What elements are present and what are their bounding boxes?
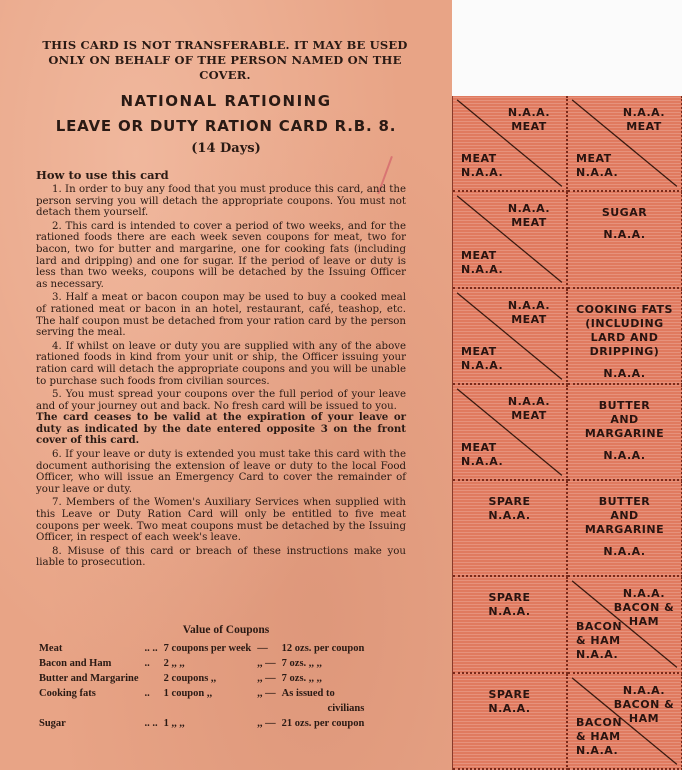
- coupon-bottom-item: MEAT: [461, 344, 497, 358]
- value-row: [36, 658, 367, 673]
- coupon-top-label: [498, 395, 560, 423]
- coupon-c10[interactable]: [568, 481, 682, 577]
- coupon-line-l1: BUTTER: [598, 495, 651, 509]
- instruction-3: 3. Half a meat or bacon coupon may be used to buy a cooked meal of rationed meat or bacon in an hotel, restaurant, café, teashop, etc. The half coupon must be detached from your ration card by the person serving the meal.: [36, 292, 406, 339]
- coupon-top-item: MEAT: [626, 120, 662, 133]
- coupon-bottom-code: N.A.A.: [576, 743, 619, 757]
- coupon-bottom-label: [576, 620, 628, 662]
- instructions: [36, 184, 406, 571]
- coupon-c3[interactable]: [453, 192, 568, 288]
- coupon-c1[interactable]: [453, 96, 568, 192]
- value-row-continuation: [36, 703, 367, 718]
- instruction-2: 2. This card is intended to cover a period of two weeks, and for the rationed foods there are each week seven coupons for meat, two for bacon, two for butter and margarine, one for cooking fats (including lard and dripping) and one for sugar. If the period of leave or duty is less than two weeks, coupons will be detached by the Issuing Officer as necessary.: [36, 220, 406, 290]
- coupon-line-l4: N.A.A.: [603, 545, 646, 559]
- value-row: [36, 718, 367, 733]
- coupon-top-label: [498, 106, 560, 134]
- coupon-label: [568, 303, 681, 381]
- coupon-c4[interactable]: [568, 192, 682, 288]
- coupon-bottom-code: N.A.A.: [576, 166, 619, 180]
- coupon-top-item: MEAT: [511, 408, 547, 422]
- coupon-top-code: N.A.A.: [622, 683, 666, 697]
- coupon-bottom-label: [576, 152, 628, 180]
- coupon-line-l2: AND: [610, 509, 639, 523]
- value-count: 2 ,, ,,: [163, 658, 185, 669]
- value-item: Bacon and Ham: [39, 658, 112, 669]
- coupon-line-l2: N.A.A.: [488, 605, 531, 619]
- coupon-top-label: [613, 106, 675, 134]
- coupon-bottom-code: N.A.A.: [461, 455, 504, 469]
- how-to-heading: How to use this card: [36, 168, 169, 182]
- value-dash: ,, —: [257, 658, 276, 669]
- value-amount: 12 ozs. per coupon: [281, 643, 365, 654]
- value-count: 7 coupons per week: [163, 643, 252, 654]
- card-subtitle: LEAVE OR DUTY RATION CARD R.B. 8.: [55, 117, 397, 135]
- coupon-c14[interactable]: [568, 674, 682, 770]
- value-amount: 21 ozs. per coupon: [281, 718, 365, 729]
- coupon-label: [453, 591, 566, 619]
- value-dash: ,, —: [257, 688, 276, 699]
- value-amount: 7 ozs. ,, ,,: [281, 673, 322, 684]
- value-extra: civilians: [327, 703, 365, 714]
- value-dash: ,, —: [257, 673, 276, 684]
- coupon-line-l1: SPARE: [488, 687, 531, 701]
- coupon-c12[interactable]: [568, 577, 682, 673]
- coupon-c8[interactable]: [568, 385, 682, 481]
- coupon-strip: [452, 96, 682, 770]
- value-amount: As issued to: [281, 688, 335, 699]
- coupon-top-code: N.A.A.: [507, 106, 551, 119]
- value-dots: ..: [144, 658, 150, 669]
- coupon-top-label: [498, 202, 560, 230]
- instruction-6: 6. If your leave or duty is extended you must take this card with the document authorising the extension of leave or duty to the local Food Officer, who will issue an Emergency Card to cover the remainder of your leave or duty.: [36, 449, 406, 495]
- coupon-bottom-label: [461, 345, 513, 373]
- value-dash: —: [257, 643, 268, 654]
- coupon-top-code: N.A.A.: [622, 106, 666, 119]
- coupon-line-l1: BUTTER: [598, 398, 651, 412]
- value-item: Sugar: [39, 718, 66, 729]
- value-dots: .. ..: [144, 643, 158, 654]
- coupon-values-table: [36, 643, 367, 733]
- coupon-line-l2: N.A.A.: [488, 509, 531, 523]
- coupon-line-l3: MARGARINE: [584, 426, 665, 440]
- card-title: NATIONAL RATIONING: [120, 92, 332, 110]
- coupon-line-l1: SUGAR: [601, 206, 648, 220]
- coupon-bottom-code: N.A.A.: [461, 358, 504, 372]
- coupon-line-l1: SPARE: [488, 495, 531, 509]
- coupon-bottom-label: [576, 716, 628, 758]
- coupon-label: [568, 495, 681, 559]
- coupon-bottom-item: BACON & HAM: [576, 715, 623, 743]
- coupon-bottom-label: [461, 249, 513, 277]
- coupon-bottom-label: [461, 152, 513, 180]
- value-dash: ,, —: [257, 718, 276, 729]
- coupon-bottom-item: MEAT: [461, 152, 497, 166]
- value-item: Butter and Margarine: [39, 673, 139, 684]
- coupon-bottom-item: MEAT: [461, 248, 497, 262]
- coupon-line-l3: LARD AND DRIPPING): [589, 330, 660, 358]
- coupon-line-l4: N.A.A.: [603, 366, 646, 380]
- instruction-8: 8. Misuse of this card or breach of these instructions make you liable to prosecution.: [36, 545, 406, 569]
- card-duration: (14 Days): [191, 141, 261, 156]
- values-title: Value of Coupons: [182, 624, 270, 636]
- coupon-line-l1: COOKING FATS: [576, 302, 673, 316]
- coupon-bottom-label: [461, 441, 513, 469]
- coupon-top-code: N.A.A.: [507, 394, 551, 408]
- value-amount: 7 ozs. ,, ,,: [281, 658, 322, 669]
- coupon-line-l2: (INCLUDING: [585, 316, 664, 330]
- coupon-top-item: BACON & HAM: [613, 697, 675, 725]
- instruction-7: 7. Members of the Women's Auxiliary Services when supplied with this Leave or Duty Ration Card will only be entitled to five meat coupons per week. Two meat coupons must be detached by the Issuing Officer, in respect of each week's leave.: [36, 497, 406, 544]
- coupon-c9[interactable]: [453, 481, 568, 577]
- coupon-line-l2: N.A.A.: [488, 701, 531, 715]
- coupon-line-l4: N.A.A.: [603, 228, 646, 242]
- coupon-label: [568, 399, 681, 463]
- coupon-top-label: [498, 299, 560, 327]
- coupon-top-item: MEAT: [511, 120, 547, 133]
- coupon-bottom-item: MEAT: [461, 441, 497, 455]
- coupon-label: [453, 495, 566, 523]
- coupon-top-item: MEAT: [511, 312, 547, 326]
- coupon-bottom-code: N.A.A.: [461, 262, 504, 276]
- coupon-c5[interactable]: [453, 289, 568, 385]
- coupon-c2[interactable]: [568, 96, 682, 192]
- coupon-top-code: N.A.A.: [507, 298, 551, 312]
- value-row: [36, 673, 367, 688]
- coupon-line-l3: MARGARINE: [584, 523, 665, 537]
- coupon-c6[interactable]: [568, 289, 682, 385]
- coupon-bottom-item: BACON & HAM: [576, 619, 623, 647]
- value-count: 2 coupons ,,: [163, 673, 217, 684]
- value-dots: ..: [144, 688, 150, 699]
- coupon-label: [453, 688, 566, 716]
- coupon-top-item: BACON & HAM: [613, 601, 675, 629]
- coupon-c13[interactable]: [453, 674, 568, 770]
- value-dots: .. ..: [144, 718, 158, 729]
- instruction-4: 4. If whilst on leave or duty you are supplied with any of the above rationed foods in kind from your unit or ship, the Officer issuing your ration card will detach the appropriate coupons and you will be unable to purchase such foods from civilian sources.: [36, 340, 406, 387]
- value-dots: [142, 673, 161, 688]
- instruction-5-validity: The card ceases to be valid at the expiration of your leave or duty as indicated by the date entered opposite 3 on the front cover of this card.: [36, 411, 406, 447]
- value-count: 1 coupon ,,: [163, 688, 213, 699]
- value-row: [36, 643, 367, 658]
- coupon-c7[interactable]: [453, 385, 568, 481]
- instruction-5: 5. You must spread your coupons over the full period of your leave and of your journey out and back. No fresh card will be issued to you.: [36, 389, 406, 412]
- coupon-line-l2: AND: [610, 412, 639, 426]
- value-count: 1 ,, ,,: [163, 718, 185, 729]
- value-item: Meat: [39, 643, 63, 654]
- coupon-c11[interactable]: [453, 577, 568, 673]
- coupon-line-l4: N.A.A.: [603, 448, 646, 462]
- coupon-bottom-code: N.A.A.: [576, 647, 619, 661]
- coupon-top-code: N.A.A.: [507, 202, 551, 216]
- non-transferable-warning: THIS CARD IS NOT TRANSFERABLE. IT MAY BE USED ONLY ON BEHALF OF THE PERSON NAMED ON THE COVER.: [42, 38, 408, 82]
- value-item: Cooking fats: [39, 688, 96, 699]
- instruction-1: 1. In order to buy any food that you must produce this card, and the person serving you will detach the appropriate coupons. You must not detach them yourself.: [36, 184, 406, 219]
- coupon-bottom-item: MEAT: [576, 152, 612, 166]
- coupon-label: [568, 206, 681, 242]
- coupon-top-item: MEAT: [511, 216, 547, 230]
- coupon-bottom-code: N.A.A.: [461, 166, 504, 180]
- coupon-top-code: N.A.A.: [622, 587, 666, 601]
- coupon-line-l1: SPARE: [488, 591, 531, 605]
- value-row: [36, 688, 367, 703]
